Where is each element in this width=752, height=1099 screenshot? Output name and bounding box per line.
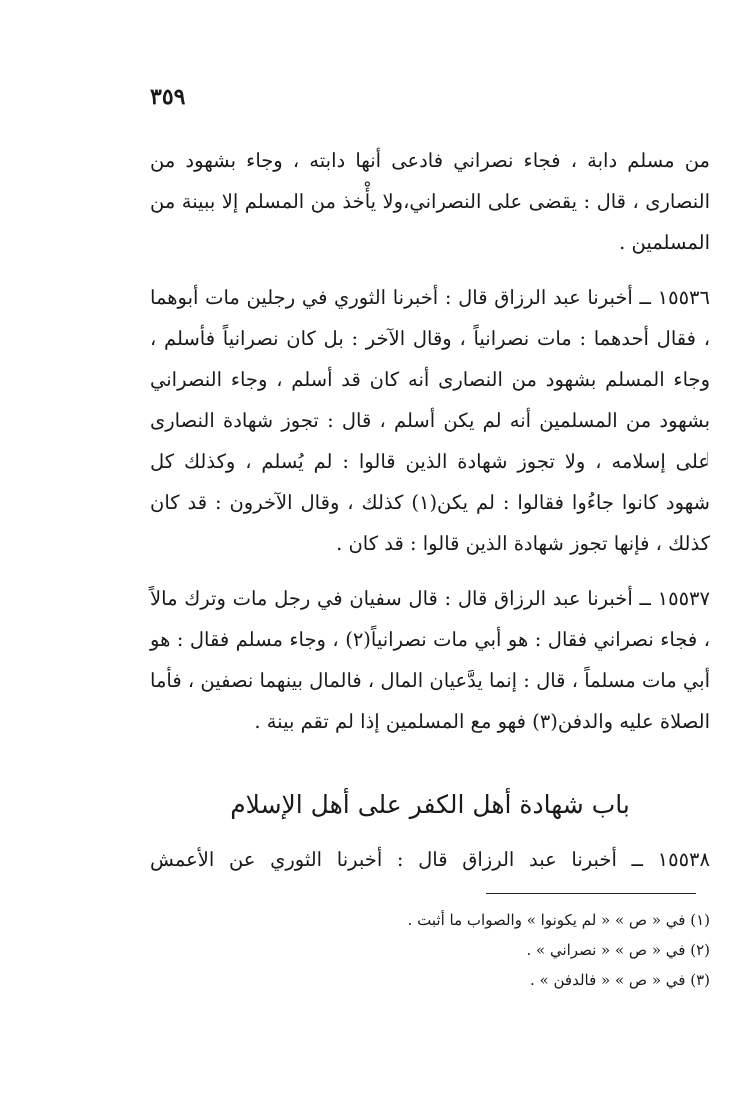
paragraph-continuation: من مسلم دابة ، فجاء نصراني فادعى أنها دابته ، وجاء بشهود من النصارى ، قال : يقضى على النصراني،ولا يأْخذ من المسلم إلا ببينة من المسلمين .: [150, 149, 710, 254]
paragraph-15537: ١٥٥٣٧ ــ أخبرنا عبد الرزاق قال : قال سفيان في رجل مات وترك مالاً ، فجاء نصراني فقال : هو أبي مات نصرانياً(٢) ، وجاء مسلم فقال : هو أبي مات مسلماً ، قال : إنما يدَّعيان المال ، فالمال بينهما نصفين ، فأما الصلاة عليه والدفن(٣) فهو مع المسلمين إذا لم تقم بينة .: [150, 587, 711, 733]
footnote-divider: [486, 893, 696, 894]
paragraph-15536: ١٥٥٣٦ ــ أخبرنا عبد الرزاق قال : أخبرنا الثوري في رجلين مات أبوهما ، فقال أحدهما : مات نصرانياً ، وقال الآخر : بل كان نصرانياً فأسلم ، وجاء المسلم بشهود من النصارى أنه كان قد أسلم ، وجاء النصراني بشهود من المسلمين أنه لم يكن أسلم ، قال : تجوز شهادة النصارى على إسلامه ، ولا تجوز شهادة الذين قالوا : لم يُسلم ، وكذلك كل شهود كانوا جاءُوا فقالوا : لم يكن(١) كذلك ، وقال الآخرون : قد كان كذلك ، فإنها تجوز شهادة الذين قالوا : قد كان .: [150, 286, 710, 555]
footnotes: [300, 905, 710, 995]
main-text: [150, 140, 710, 756]
paragraph-15538: ١٥٥٣٨ ــ أخبرنا عبد الرزاق قال : أخبرنا الثوري عن الأعمش: [150, 848, 710, 871]
page-number: ٣٥٩: [150, 84, 186, 110]
chapter-title: باب شهادة أهل الكفر على أهل الإسلام: [230, 790, 630, 819]
footnote-1: (١) في « ص » « لم يكونوا » والصواب ما أثبت .: [407, 911, 710, 929]
margin-mark: [707, 452, 708, 466]
footnote-3: (٣) في « ص » « فالدفن » .: [530, 971, 710, 989]
footnote-2: (٢) في « ص » « نصراني » .: [526, 941, 710, 959]
